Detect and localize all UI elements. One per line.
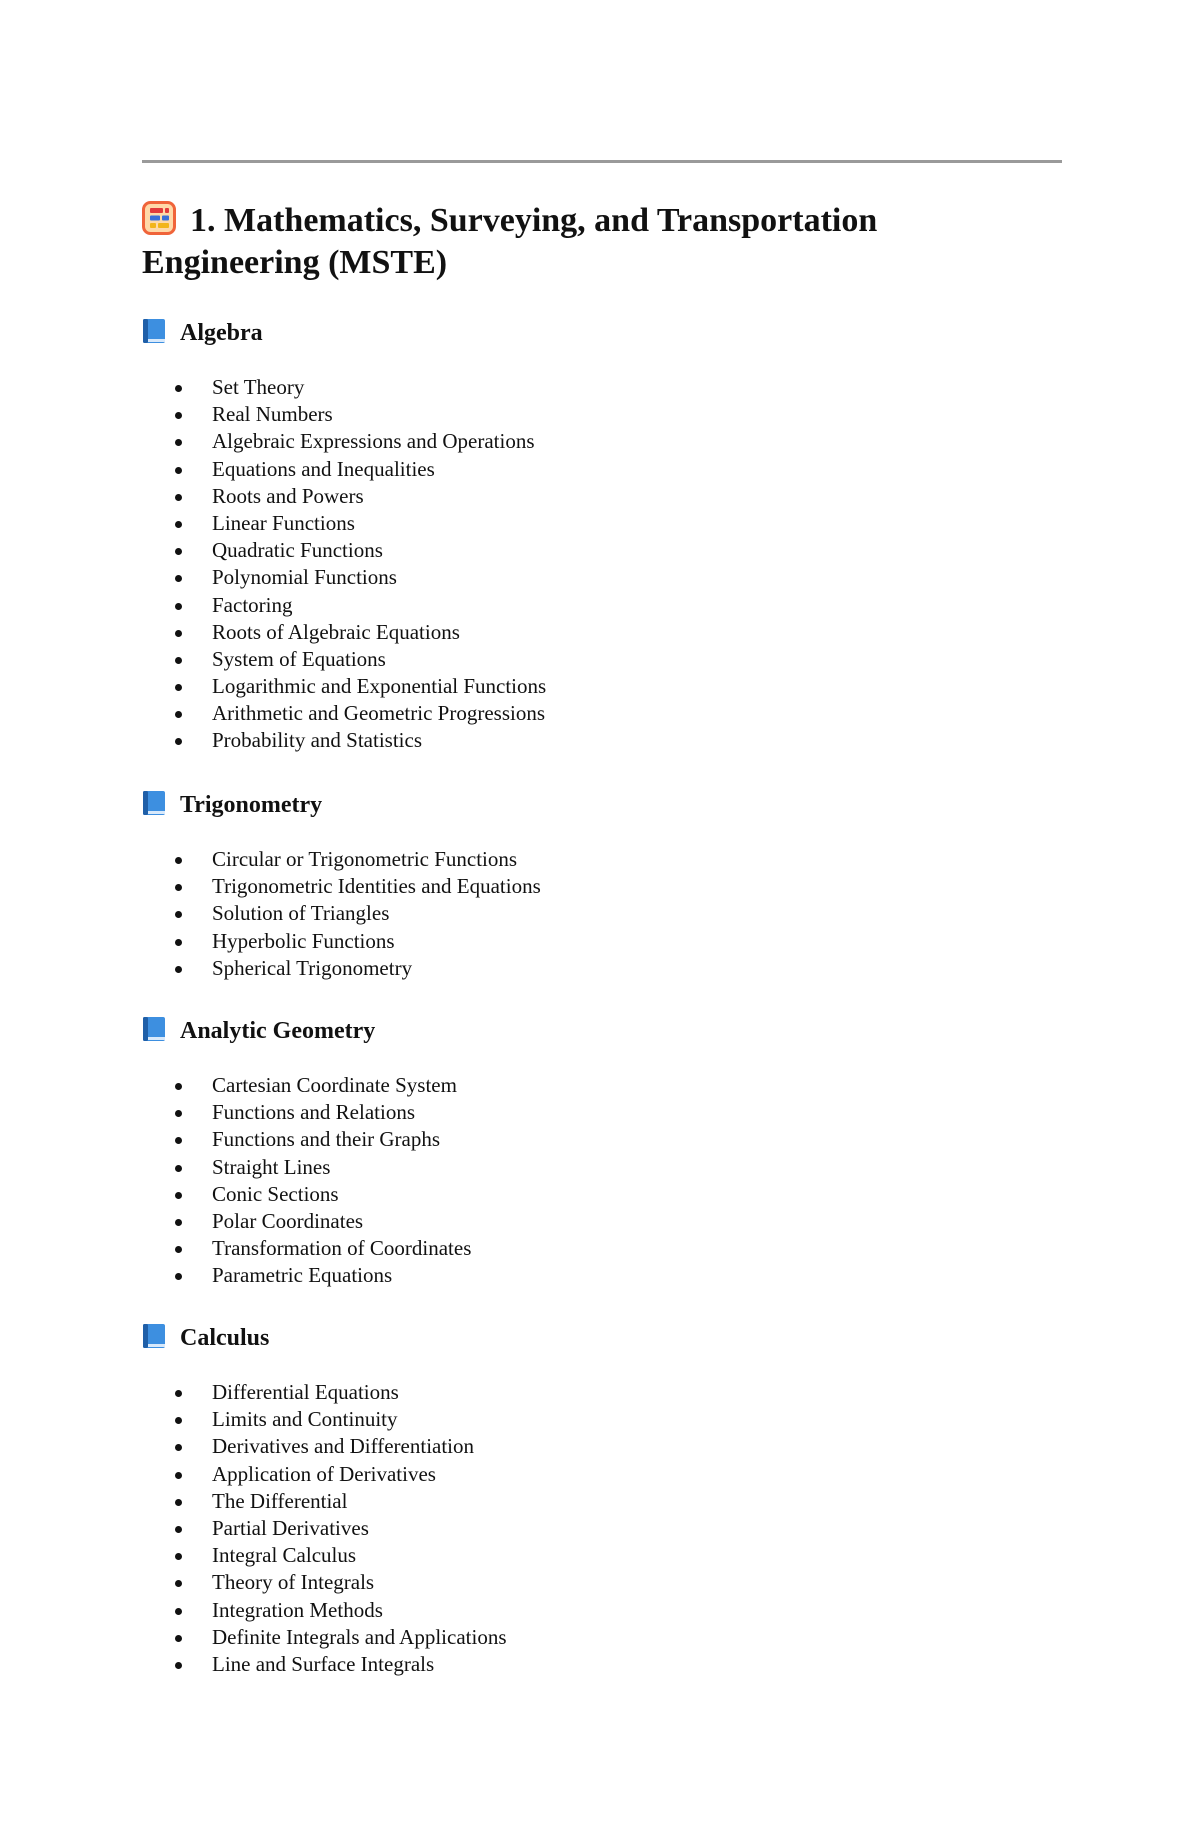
section-heading [142,1016,1042,1046]
list-item: Arithmetic and Geometric Progressions [142,700,1042,727]
list-item: Hyperbolic Functions [142,928,1042,955]
list-item: Real Numbers [142,401,1042,428]
list-item: Straight Lines [142,1154,1042,1181]
list-item: Differential Equations [142,1379,1042,1406]
section-trigonometry [142,790,1042,982]
list-item: Theory of Integrals [142,1569,1042,1596]
section-heading-text: Algebra [180,320,263,346]
list-item: The Differential [142,1488,1042,1515]
list-item: Roots and Powers [142,483,1042,510]
topic-list [142,1072,1042,1290]
list-item: Logarithmic and Exponential Functions [142,673,1042,700]
list-item: Algebraic Expressions and Operations [142,428,1042,455]
list-item: Application of Derivatives [142,1461,1042,1488]
list-item: Transformation of Coordinates [142,1235,1042,1262]
list-item: Limits and Continuity [142,1406,1042,1433]
blue-book-icon [142,790,166,816]
list-item: Spherical Trigonometry [142,955,1042,982]
list-item: Definite Integrals and Applications [142,1624,1042,1651]
list-item: Linear Functions [142,510,1042,537]
horizontal-rule [142,160,1062,163]
blue-book-icon [142,1016,166,1042]
list-item: Polynomial Functions [142,564,1042,591]
section-algebra [142,318,1042,755]
list-item: Integral Calculus [142,1542,1042,1569]
list-item: Parametric Equations [142,1262,1042,1289]
topic-list [142,374,1042,755]
section-analytic-geometry [142,1016,1042,1290]
list-item: Set Theory [142,374,1042,401]
section-heading-text: Analytic Geometry [180,1018,376,1044]
list-item: Functions and their Graphs [142,1126,1042,1153]
list-item: Cartesian Coordinate System [142,1072,1042,1099]
list-item: Integration Methods [142,1597,1042,1624]
list-item: Polar Coordinates [142,1208,1042,1235]
list-item: Roots of Algebraic Equations [142,619,1042,646]
section-heading-text: Calculus [180,1325,270,1351]
list-item: Factoring [142,592,1042,619]
section-heading [142,318,1042,348]
list-item: Functions and Relations [142,1099,1042,1126]
section-calculus [142,1323,1042,1678]
abacus-icon [142,201,176,235]
list-item: System of Equations [142,646,1042,673]
section-heading [142,790,1042,820]
list-item: Equations and Inequalities [142,456,1042,483]
blue-book-icon [142,318,166,344]
topic-list [142,846,1042,982]
list-item: Quadratic Functions [142,537,1042,564]
list-item: Circular or Trigonometric Functions [142,846,1042,873]
topic-list [142,1379,1042,1678]
page-title [142,200,962,284]
list-item: Derivatives and Differentiation [142,1433,1042,1460]
list-item: Conic Sections [142,1181,1042,1208]
list-item: Probability and Statistics [142,727,1042,754]
list-item: Partial Derivatives [142,1515,1042,1542]
list-item: Solution of Triangles [142,900,1042,927]
list-item: Trigonometric Identities and Equations [142,873,1042,900]
blue-book-icon [142,1323,166,1349]
section-heading-text: Trigonometry [180,792,323,818]
page-title-text: 1. Mathematics, Surveying, and Transportation Engineering (MSTE) [142,202,878,281]
list-item: Line and Surface Integrals [142,1651,1042,1678]
section-heading [142,1323,1042,1353]
